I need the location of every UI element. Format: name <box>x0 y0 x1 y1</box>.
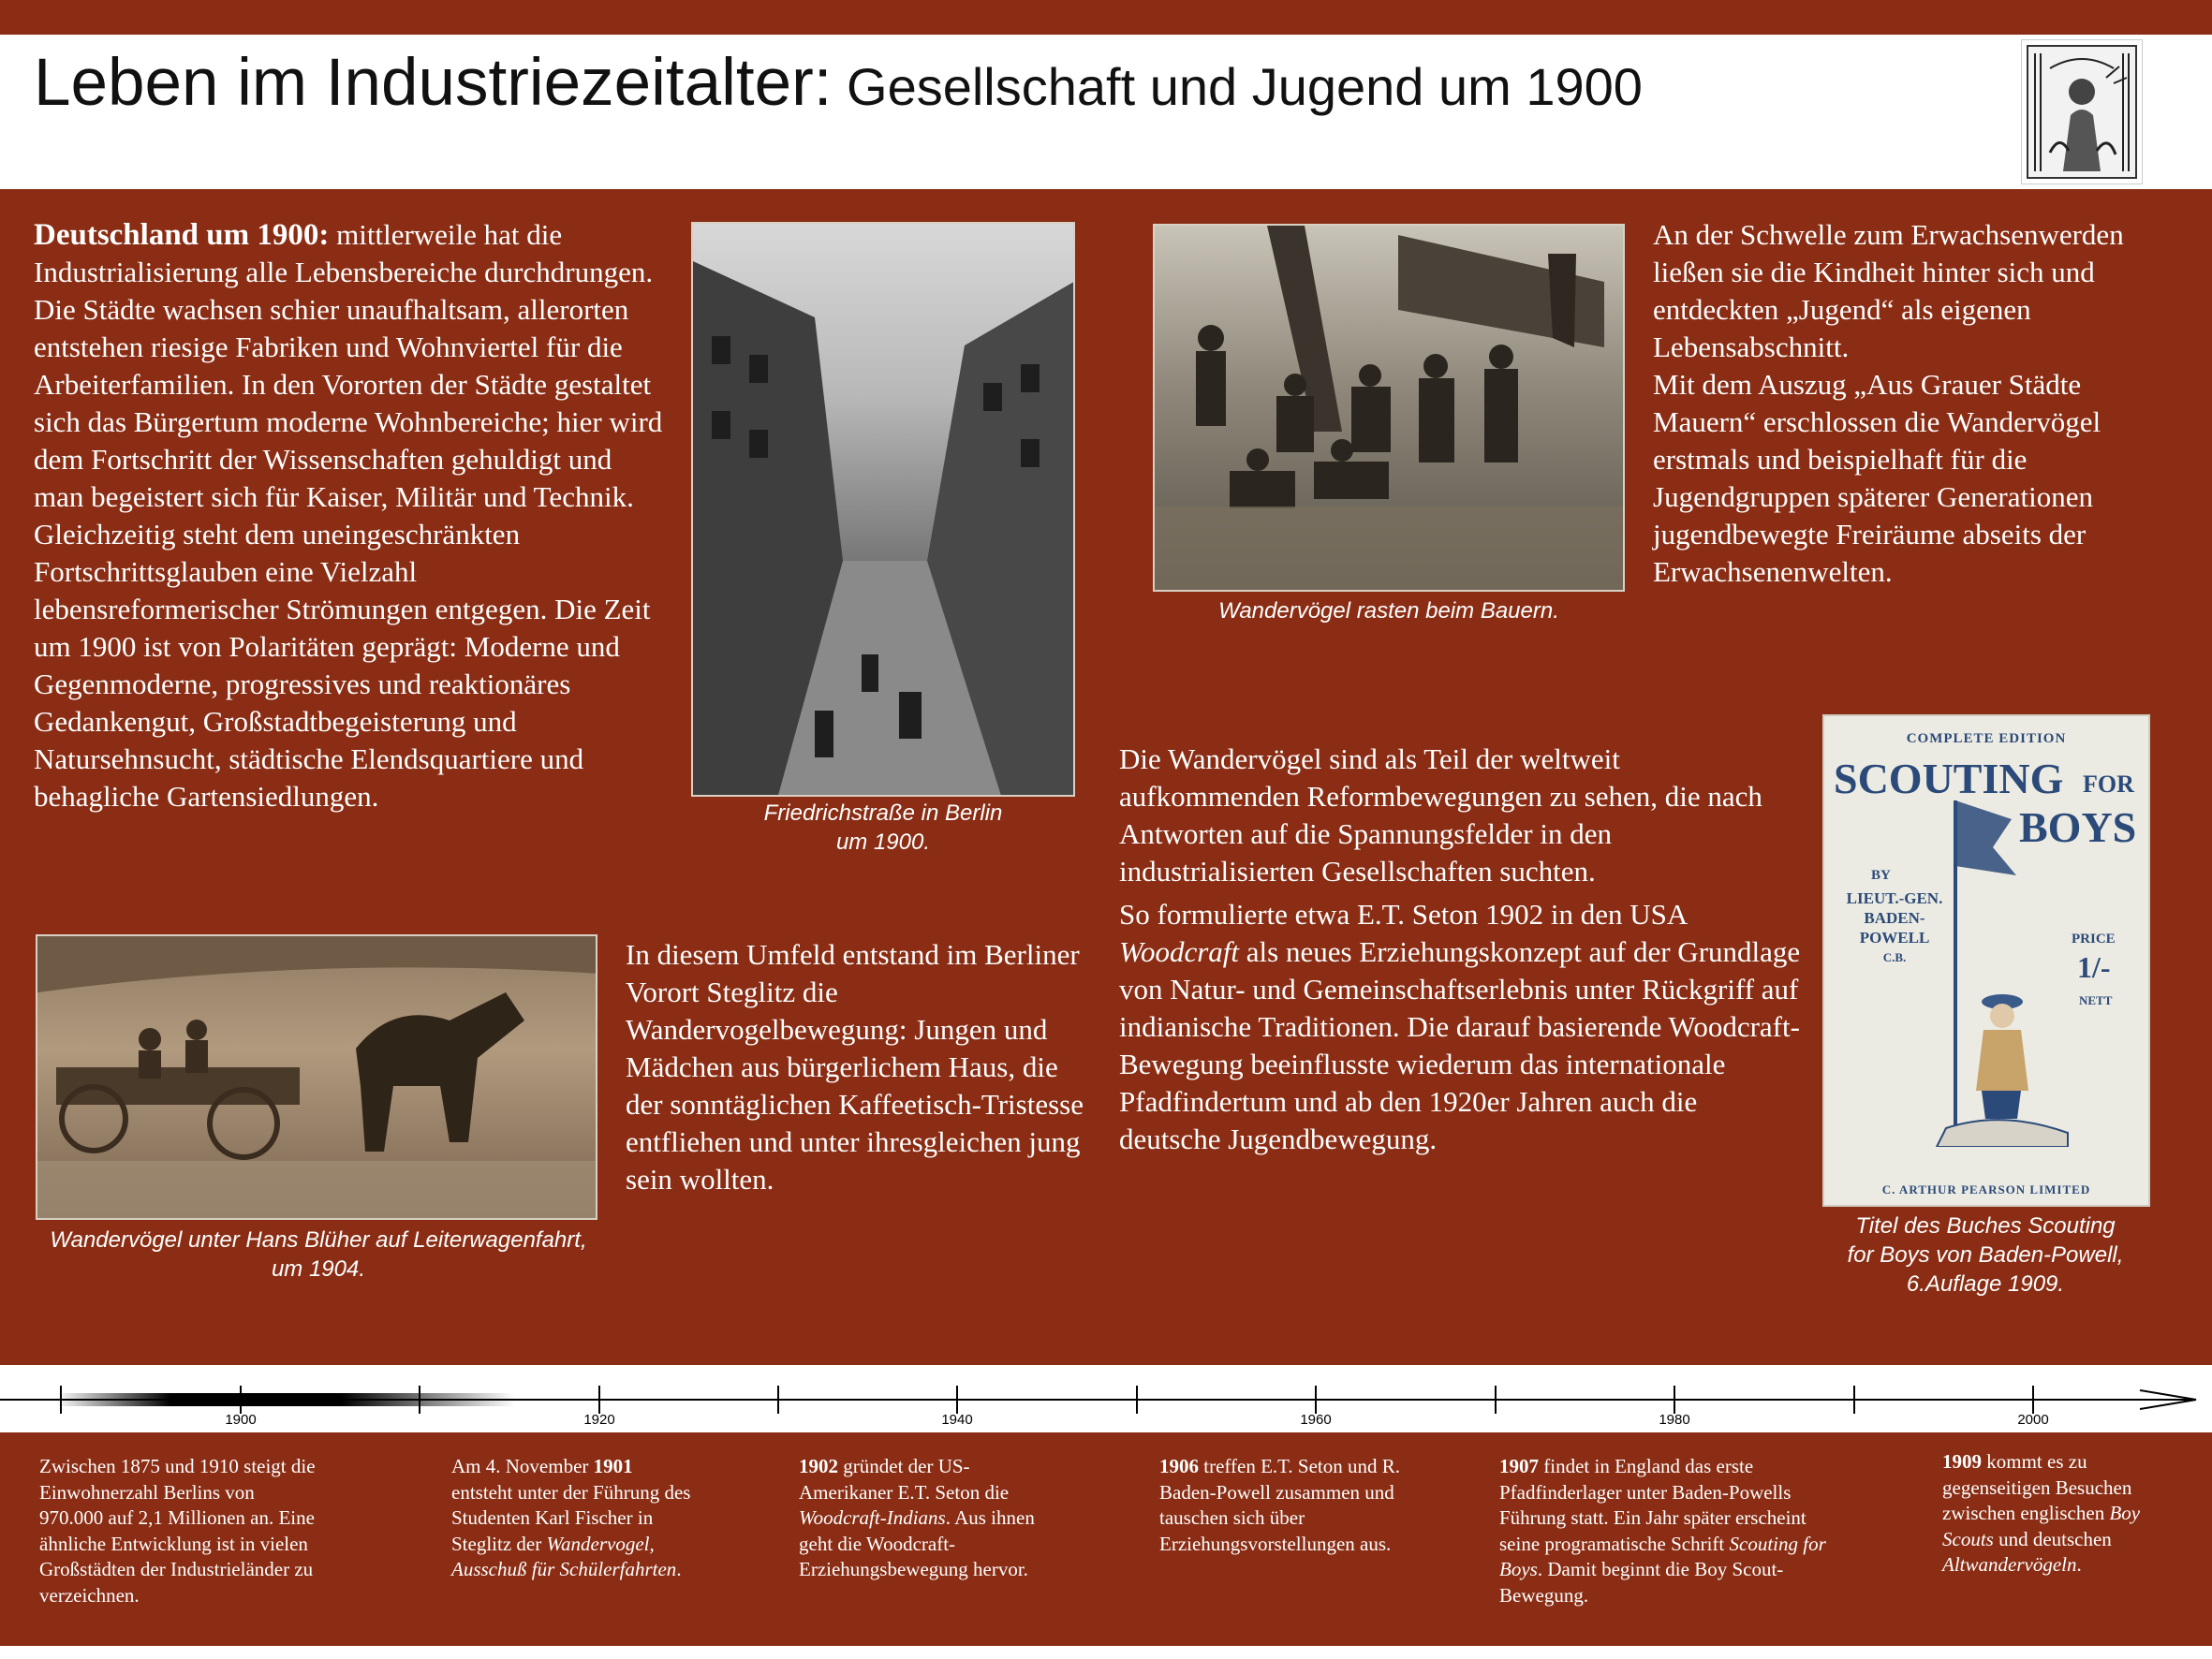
event-1909-post: . <box>2076 1553 2082 1576</box>
timeline-label-2000: 2000 <box>2017 1412 2049 1428</box>
middle-text: In diesem Umfeld entstand im Berliner Vorort Steglitz die Wandervogelbewegung: Jungen und Mädchen aus bürgerlichem Haus, die der sonntäglichen Kaffeetisch-Tristesse entfliehen und unter ihresgleichen jung sein wollten. <box>626 938 1084 1196</box>
event-1902-ital: Woodcraft-Indians <box>799 1506 946 1529</box>
intro-body: mittlerweile hat die Industrialisierung alle Lebensbereiche durchdrungen. Die Städte wachsen schier unaufhaltsam, allerorten entstehen riesige Fabriken und Wohnviertel für die Arbeiterfamilien. In den Vororten der Städte gestaltet sich das Bürgertum moderne Wohnbereiche; hier wird dem Fortschritt der Wissenschaften gehuldigt und man begeistert sich für Kaiser, Militär und Technik. Gleichzeitig steht dem uneingeschränkten Fortschrittsglauben eine Vielzahl lebensreformerischer Strömungen entgegen. Die Zeit um 1900 ist von Polaritäten geprägt: Moderne und Gegenmoderne, progressives und reaktionäres Gedankengut, Großstadtbegeisterung und Natursehnsucht, städtische Elendsquartiere und behagliche Gartensiedlungen. <box>34 218 663 813</box>
reform-p2-woodcraft: Woodcraft <box>1119 935 1240 968</box>
book-by: BY <box>1871 868 1891 883</box>
caption-book <box>1779 1211 2191 1299</box>
event-1909-ital2: Altwandervögeln <box>1942 1553 2077 1576</box>
timeline-label-1960: 1960 <box>1300 1412 1332 1428</box>
right-top-text <box>1653 216 2187 591</box>
timeline-label-1900: 1900 <box>225 1412 257 1428</box>
reform-p2-a: So formulierte etwa E.T. Seton 1902 in den USA <box>1119 898 1687 931</box>
reform-p2 <box>1119 896 1803 1158</box>
page-title <box>34 45 1643 121</box>
photo-leiterwagen <box>36 934 597 1220</box>
event-1901-pre: Am 4. November <box>451 1455 594 1477</box>
right-top-p1: An der Schwelle zum Erwachsenwerden ließen sie die Kindheit hinter sich und entdeckten „Jugend“ als eigenen Lebensabschnitt. <box>1653 218 2124 363</box>
title-main: Leben im Industriezeitalter: <box>34 46 833 120</box>
event-1909-mid: kommt es zu gegenseitigen Besuchen zwischen englischen <box>1942 1450 2132 1524</box>
caption-book-line3: 6.Auflage 1909. <box>1906 1271 2065 1297</box>
scout-figure-icon <box>1927 791 2077 1147</box>
bottom-bar <box>0 1646 2212 1659</box>
book-title-for: FOR <box>2083 771 2134 798</box>
caption-book-line2: for Boys von Baden-Powell, <box>1847 1242 2124 1268</box>
event-1901-post: . <box>676 1558 682 1580</box>
event-1909-year: 1909 <box>1942 1450 1982 1473</box>
reform-p1: Die Wandervögel sind als Teil der weltweit aufkommenden Reformbewegungen zu sehen, die nach Antworten auf die Spannungsfelder in den industrialisierten Gesellschaften suchten. <box>1119 742 1762 888</box>
event-1907-mid: findet in England das erste Pfadfinderlager unter Baden-Powells Führung statt. Ein Jahr später erscheint seine programatische Schrift <box>1499 1455 1806 1555</box>
event-1909-mid2: und deutschen <box>1993 1527 2112 1550</box>
book-nett: NETT <box>2079 993 2113 1007</box>
photo-wandervoegel-rest <box>1153 224 1625 592</box>
book-price-label: PRICE <box>2072 932 2116 947</box>
timeline-event-1907 <box>1499 1454 1836 1608</box>
photo-friedrichstrasse <box>691 222 1075 797</box>
intro-lead: Deutschland um 1900: <box>34 218 330 252</box>
caption-leiterwagen-line1: Wandervögel unter Hans Blüher auf Leiterwagenfahrt, <box>50 1227 587 1253</box>
reform-text <box>1119 741 1803 1158</box>
reform-p2-b: als neues Erziehungskonzept auf der Grundlage von Natur- und Gemeinschaftserlebnis unter Rückgriff auf indianische Traditionen. Die darauf basierende Woodcraft-Bewegung beeinflusste wiederum das internationale Pfadfindertum und ab den 1920er Jahren auch die deutsche Jugendbewegung. <box>1119 935 1801 1155</box>
event-1902-year: 1902 <box>799 1455 838 1477</box>
event-1901-mid: entsteht unter der Führung des Studenten Karl Fischer in Steglitz der <box>451 1480 691 1555</box>
timeline-event-1909 <box>1942 1449 2176 1578</box>
caption-book-line1: Titel des Buches Scouting <box>1855 1213 2116 1239</box>
book-price: 1/- <box>2077 950 2111 984</box>
book-publisher: C. ARTHUR PEARSON LIMITED <box>1881 1182 2091 1197</box>
caption-friedrichstrasse-line2: um 1900. <box>835 830 931 855</box>
caption-leiterwagen-line2: um 1904. <box>271 1256 366 1282</box>
title-sub: Gesellschaft und Jugend um 1900 <box>832 57 1643 116</box>
timeline-label-1940: 1940 <box>941 1412 973 1428</box>
timeline-bar <box>0 1365 2212 1432</box>
book-title-boys: BOYS <box>2019 803 2137 851</box>
timeline-event-1902 <box>799 1454 1042 1583</box>
event-1907-ital: Scouting for Boys <box>1499 1532 1826 1580</box>
event-1902-post: . Aus ihnen geht die Woodcraft-Erziehungsbewegung hervor. <box>799 1506 1035 1580</box>
event-1907-post: . Damit beginnt die Boy Scout-Bewegung. <box>1499 1558 1784 1607</box>
book-edition: COMPLETE EDITION <box>1906 731 2067 746</box>
timeline-label-1920: 1920 <box>583 1412 615 1428</box>
book-title-scouting: SCOUTING <box>1834 755 2064 802</box>
event-1909-ital: Boy Scouts <box>1942 1502 2141 1550</box>
timeline-event-1901 <box>451 1454 695 1583</box>
book-author-2: BADEN- <box>1864 909 1925 927</box>
caption-friedrichstrasse <box>691 799 1075 857</box>
book-author-1: LIEUT.-GEN. <box>1846 889 1943 907</box>
woodcut-wandervogel-logo-icon <box>2021 39 2143 184</box>
caption-rest: Wandervögel rasten beim Bauern. <box>1218 598 1559 624</box>
event-1906-mid: treffen E.T. Seton und R. Baden-Powell zusammen und tauschen sich über Erziehungsvorstellungen aus. <box>1159 1455 1401 1555</box>
timeline-event-1875: Zwischen 1875 und 1910 steigt die Einwohnerzahl Berlins von 970.000 auf 2,1 Millionen an. Eine ähnliche Entwicklung ist in vielen Großstädten der Industrieländer zu verzeichnen. <box>39 1455 316 1607</box>
event-1907-year: 1907 <box>1499 1455 1539 1477</box>
timeline-event-1906 <box>1159 1454 1403 1557</box>
caption-leiterwagen <box>19 1226 618 1284</box>
top-bar <box>0 0 2212 35</box>
event-1906-year: 1906 <box>1159 1455 1199 1477</box>
book-cover <box>1822 714 2150 1207</box>
caption-friedrichstrasse-line1: Friedrichstraße in Berlin <box>763 800 1003 826</box>
book-author-3: POWELL <box>1859 929 1930 947</box>
event-1902-mid: gründet der US-Amerikaner E.T. Seton die <box>799 1455 1010 1504</box>
book-author-4: C.B. <box>1882 950 1907 964</box>
event-1901-year: 1901 <box>593 1455 633 1477</box>
event-1901-ital: Wandervogel, Ausschuß für Schülerfahrten <box>451 1532 677 1580</box>
right-top-p2: Mit dem Auszug „Aus Grauer Städte Mauern“ erschlossen die Wandervögel erstmals und beispielhaft für die Jugendgruppen späterer Generationen jugendbewegte Freiräume abseits der Erwachsenenwelten. <box>1653 368 2101 588</box>
timeline-label-1980: 1980 <box>1659 1412 1690 1428</box>
intro-text <box>34 216 663 815</box>
